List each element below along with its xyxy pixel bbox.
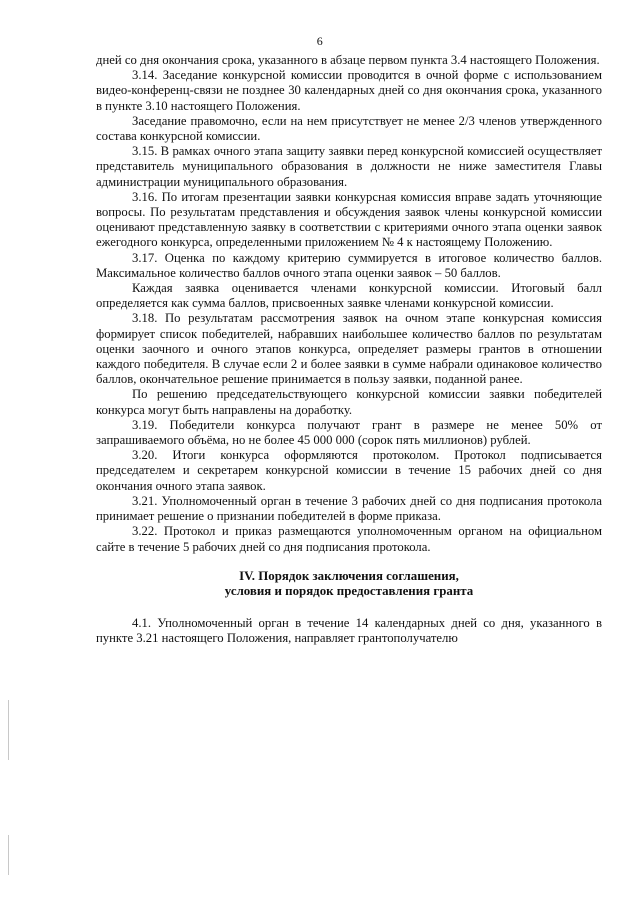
paragraph-3-21: 3.21. Уполномоченный орган в течение 3 рабочих дней со дня подписания протокола принимает решение о признании победителей в форме приказа. [96, 493, 602, 524]
paragraph-3-15: 3.15. В рамках очного этапа защиту заявки перед конкурсной комиссией осуществляет представитель муниципального образования в должности не ниже заместителя Главы администрации муниципального образования. [96, 144, 602, 189]
scan-margin-mark [8, 700, 9, 760]
section-heading [96, 569, 602, 600]
paragraph-3-14: 3.14. Заседание конкурсной комиссии проводится в очной форме с использованием видео-конференц-связи не позднее 30 календарных дней со дня окончания срока, указанного в пункте 3.10 настоящего Положения. [96, 68, 602, 113]
paragraph-3-20: 3.20. Итоги конкурса оформляются протоколом. Протокол подписывается председателем и секретарем конкурсной комиссии в течение 15 рабочих дней со дня окончания очного этапа заявок. [96, 448, 602, 493]
paragraph-quorum: Заседание правомочно, если на нем присутствует не менее 2/3 членов утвержденного состава конкурсной комиссии. [96, 113, 602, 144]
paragraph-revision: По решению председательствующего конкурсной комиссии заявки победителей конкурса могут быть направлены на доработку. [96, 387, 602, 417]
page-number: 6 [316, 34, 324, 48]
paragraph-3-16: 3.16. По итогам презентации заявки конкурсная комиссия вправе задать уточняющие вопросы. По результатам представления и обсуждения заявок члены конкурсной комиссии оценивают представленную заявку в соответствии с критериями очного этапа оценки заявок ежегодного конкурса, определенными приложением № 4 к настоящему Положению. [96, 189, 602, 250]
paragraph-4-1: 4.1. Уполномоченный орган в течение 14 календарных дней со дня, указанного в пункте 3.21 настоящего Положения, направляет грантополучателю [96, 615, 602, 645]
paragraph-3-19: 3.19. Победители конкурса получают грант в размере не менее 50% от запрашиваемого объёма, но не более 45 000 000 (сорок пять миллионов) рублей. [96, 417, 602, 448]
paragraph-3-17: 3.17. Оценка по каждому критерию суммируется в итоговое количество баллов. Максимальное количество баллов очного этапа оценки заявок – 50 баллов. [96, 250, 602, 280]
section-heading-line-1: IV. Порядок заключения соглашения, [239, 568, 459, 583]
paragraph-final-score: Каждая заявка оценивается членами конкурсной комиссии. Итоговый балл определяется как сумма баллов, присвоенных заявке членами конкурсной комиссии. [96, 281, 602, 311]
paragraph-continuation: дней со дня окончания срока, указанного в абзаце первом пункта 3.4 настоящего Положения. [96, 53, 600, 67]
scan-margin-mark [8, 835, 9, 875]
section-heading-line-2: условия и порядок предоставления гранта [224, 584, 474, 599]
paragraph-3-18: 3.18. По результатам рассмотрения заявок на очном этапе конкурсная комиссия формирует список победителей, набравших наибольшее количество баллов по результатам оценки заочного и очного этапов конкурса, определяет размеры грантов в отношении каждого победителя. В случае если 2 и более заявки в сумме набрали одинаковое количество баллов, окончательное решение принимается в пользу заявки, поданной ранее. [96, 311, 602, 387]
paragraph-3-22: 3.22. Протокол и приказ размещаются уполномоченным органом на официальном сайте в течение 5 рабочих дней со дня подписания протокола. [96, 524, 602, 554]
document-body [96, 53, 602, 646]
